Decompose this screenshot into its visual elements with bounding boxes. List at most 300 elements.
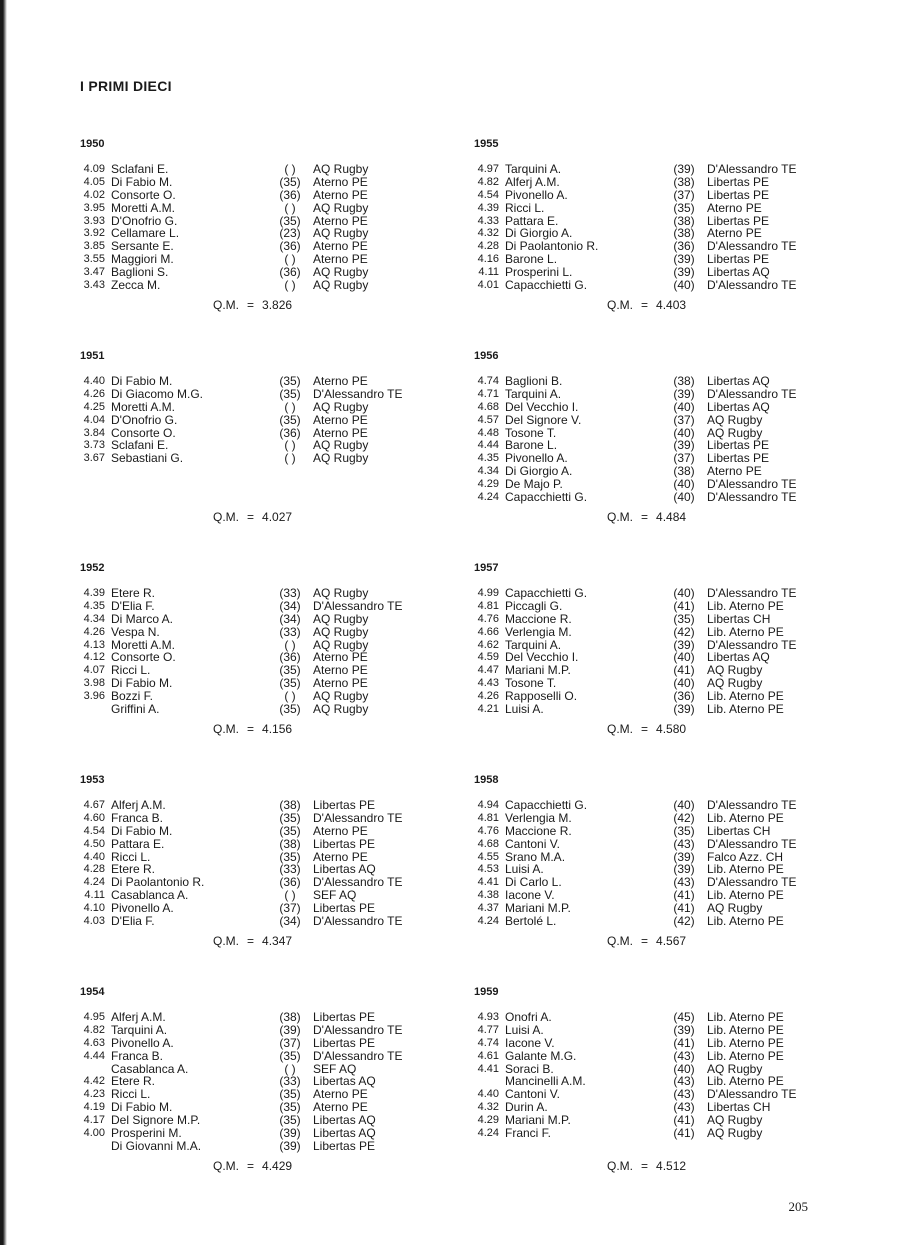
score-value: 4.32 xyxy=(477,1101,499,1114)
age-value: (38) xyxy=(673,213,695,228)
age-value: (40) xyxy=(673,477,695,492)
score-value: 4.28 xyxy=(477,240,499,253)
age-value: (41) xyxy=(673,901,695,916)
year-label: 1950 xyxy=(80,138,105,150)
age-value: (43) xyxy=(673,1087,695,1102)
club-name: SEF AQ xyxy=(313,1061,357,1076)
equals-sign: = xyxy=(247,1159,255,1173)
age-value: (36) xyxy=(279,650,301,665)
athlete-name: Consorte O. xyxy=(111,425,176,440)
score-value: 4.13 xyxy=(83,638,105,651)
age-value: (35) xyxy=(279,374,301,388)
equals-sign: = xyxy=(641,298,649,312)
ranking-row xyxy=(80,626,440,639)
club-name: Aterno PE xyxy=(313,823,368,838)
club-name: AQ Rugby xyxy=(313,637,369,652)
athlete-name: Franci F. xyxy=(505,1126,552,1141)
score-value: 4.68 xyxy=(477,837,499,850)
athlete-name: Etere R. xyxy=(111,862,156,877)
club-name: Aterno PE xyxy=(707,200,762,215)
age-value: (36) xyxy=(279,425,301,440)
average-label: Q.M. xyxy=(607,298,633,312)
club-name: AQ Rugby xyxy=(707,901,763,916)
age-value: (35) xyxy=(279,1048,301,1063)
ranking-row xyxy=(80,825,440,838)
age-value: (38) xyxy=(279,836,301,851)
score-value: 4.41 xyxy=(477,876,499,889)
age-value: (40) xyxy=(673,1061,695,1076)
age-value: (33) xyxy=(279,586,301,600)
year-label: 1954 xyxy=(80,986,105,998)
ranking-row xyxy=(80,452,440,465)
club-name: Lib. Aterno PE xyxy=(707,689,784,704)
age-value: (39) xyxy=(673,438,695,453)
year-label: 1959 xyxy=(474,986,499,998)
club-name: Lib. Aterno PE xyxy=(707,914,784,929)
year-block-1952 xyxy=(80,561,440,716)
club-name: Libertas PE xyxy=(313,836,376,851)
athlete-name: Galante M.G. xyxy=(505,1048,577,1063)
age-value: (33) xyxy=(279,862,301,877)
age-value: (36) xyxy=(673,239,695,254)
athlete-name: Di Paolantonio R. xyxy=(505,239,599,254)
page-number: 205 xyxy=(788,1199,808,1214)
ranking-row xyxy=(80,1037,440,1050)
athlete-name: Sclafani E. xyxy=(111,438,169,453)
score-value: 4.67 xyxy=(83,799,105,811)
score-value: 3.98 xyxy=(83,677,105,690)
athlete-name: Casablanca A. xyxy=(111,1061,189,1076)
age-value: (43) xyxy=(673,1074,695,1089)
club-name: Libertas CH xyxy=(707,823,771,838)
ranking-row xyxy=(80,176,440,189)
age-value: (37) xyxy=(279,1035,301,1050)
athlete-name: D'Onofrio G. xyxy=(111,412,178,427)
club-name: D'Alessandro TE xyxy=(707,836,797,851)
age-value: (35) xyxy=(279,1100,301,1115)
ranking-row xyxy=(80,189,440,202)
athlete-name: Di Fabio M. xyxy=(111,823,173,838)
ranking-row xyxy=(80,401,440,414)
club-name: Libertas PE xyxy=(707,451,770,466)
athlete-name: Mancinelli A.M. xyxy=(505,1074,586,1089)
club-name: Libertas AQ xyxy=(313,1074,376,1089)
ranking-list xyxy=(80,587,440,716)
age-value: (35) xyxy=(279,823,301,838)
score-value: 4.63 xyxy=(83,1036,105,1049)
score-value: 4.71 xyxy=(477,387,499,400)
athlete-name: Rapposelli O. xyxy=(505,689,578,704)
ranking-row xyxy=(80,414,440,427)
club-name: Lib. Aterno PE xyxy=(707,624,784,639)
ranking-row xyxy=(474,375,834,388)
score-value: 4.29 xyxy=(477,478,499,491)
athlete-name: Casablanca A. xyxy=(111,888,189,903)
athlete-name: Di Fabio M. xyxy=(111,374,173,388)
ranking-row xyxy=(80,613,440,626)
score-value: 3.55 xyxy=(83,253,105,266)
club-name: AQ Rugby xyxy=(707,1113,763,1128)
club-name: AQ Rugby xyxy=(313,689,369,704)
club-name: D'Alessandro TE xyxy=(313,810,403,825)
club-name: SEF AQ xyxy=(313,888,357,903)
score-value: 4.60 xyxy=(83,811,105,824)
athlete-name: Mariani M.P. xyxy=(505,901,571,916)
ranking-row xyxy=(474,799,834,812)
club-name: D'Alessandro TE xyxy=(313,386,403,401)
equals-sign: = xyxy=(641,934,649,948)
score-value: 4.97 xyxy=(477,163,499,175)
athlete-name: Verlengia M. xyxy=(505,624,572,639)
score-value: 4.05 xyxy=(83,175,105,188)
average-line xyxy=(213,934,292,948)
age-value: (35) xyxy=(673,200,695,215)
athlete-name: Del Vecchio I. xyxy=(505,399,579,414)
average-value: 4.484 xyxy=(656,510,687,524)
equals-sign: = xyxy=(641,510,649,524)
ranking-row xyxy=(474,812,834,825)
score-value: 3.67 xyxy=(83,452,105,465)
club-name: AQ Rugby xyxy=(707,1061,763,1076)
club-name: D'Alessandro TE xyxy=(707,490,797,505)
year-block-1957 xyxy=(474,561,834,716)
average-value: 4.347 xyxy=(262,934,293,948)
year-label: 1953 xyxy=(80,774,105,786)
score-value: 3.47 xyxy=(83,266,105,279)
age-value: (33) xyxy=(279,1074,301,1089)
score-value: 4.17 xyxy=(83,1114,105,1127)
club-name: Aterno PE xyxy=(313,650,368,665)
score-value: 4.48 xyxy=(477,426,499,439)
athlete-name: Tosone T. xyxy=(505,425,557,440)
average-line xyxy=(213,1159,292,1173)
athlete-name: Pattara E. xyxy=(505,213,559,228)
ranking-row xyxy=(474,1024,834,1037)
ranking-list xyxy=(474,1011,834,1140)
club-name: Libertas AQ xyxy=(313,1126,376,1141)
age-value: (33) xyxy=(279,624,301,639)
club-name: AQ Rugby xyxy=(313,451,369,466)
ranking-row xyxy=(474,414,834,427)
score-value: 4.40 xyxy=(477,1088,499,1101)
athlete-name: Prosperini L. xyxy=(505,265,573,280)
score-value: 4.34 xyxy=(83,612,105,625)
year-block-1953 xyxy=(80,773,440,928)
athlete-name: Luisi A. xyxy=(505,862,544,877)
club-name: Libertas PE xyxy=(313,1035,376,1050)
athlete-name: Cantoni V. xyxy=(505,836,560,851)
year-label: 1955 xyxy=(474,138,499,150)
average-line xyxy=(607,934,686,948)
score-value: 4.68 xyxy=(477,400,499,413)
club-name: AQ Rugby xyxy=(707,663,763,678)
athlete-name: D'Onofrio G. xyxy=(111,213,178,228)
score-value: 4.77 xyxy=(477,1023,499,1036)
average-value: 4.027 xyxy=(262,510,293,524)
ranking-row xyxy=(80,1140,440,1153)
score-value: 4.44 xyxy=(83,1049,105,1062)
age-value: (35) xyxy=(279,676,301,691)
average-label: Q.M. xyxy=(213,1159,239,1173)
athlete-name: Prosperini M. xyxy=(111,1126,182,1141)
athlete-name: Tarquini A. xyxy=(111,1022,168,1037)
club-name: Lib. Aterno PE xyxy=(707,1022,784,1037)
score-value: 4.95 xyxy=(83,1011,105,1023)
club-name: Aterno PE xyxy=(313,252,368,267)
age-value: (41) xyxy=(673,1113,695,1128)
age-value: (38) xyxy=(673,174,695,189)
ranking-list xyxy=(80,375,440,465)
average-label: Q.M. xyxy=(213,510,239,524)
score-value: 4.32 xyxy=(477,227,499,240)
athlete-name: Di Fabio M. xyxy=(111,1100,173,1115)
age-value: ( ) xyxy=(284,399,296,414)
club-name: Libertas AQ xyxy=(707,374,770,388)
score-value: 4.76 xyxy=(477,824,499,837)
age-value: (39) xyxy=(673,265,695,280)
athlete-name: Alferj A.M. xyxy=(111,1010,166,1024)
athlete-name: Di Marco A. xyxy=(111,611,174,626)
score-value: 4.50 xyxy=(83,837,105,850)
age-value: (37) xyxy=(279,901,301,916)
age-value: (43) xyxy=(673,1100,695,1115)
club-name: D'Alessandro TE xyxy=(313,914,403,929)
score-value: 4.37 xyxy=(477,902,499,915)
club-name: Aterno PE xyxy=(313,187,368,202)
average-value: 4.156 xyxy=(262,722,293,736)
year-label: 1952 xyxy=(80,562,105,574)
age-value: (36) xyxy=(279,187,301,202)
score-value: 4.26 xyxy=(83,625,105,638)
club-name: Lib. Aterno PE xyxy=(707,888,784,903)
score-value: 4.28 xyxy=(83,863,105,876)
age-value: (34) xyxy=(279,914,301,929)
club-name: Libertas PE xyxy=(707,187,770,202)
binding-edge xyxy=(0,0,7,1245)
age-value: (45) xyxy=(673,1010,695,1024)
athlete-name: Pivonello A. xyxy=(111,1035,174,1050)
age-value: (43) xyxy=(673,836,695,851)
age-value: (39) xyxy=(673,862,695,877)
club-name: D'Alessandro TE xyxy=(707,278,797,293)
club-name: AQ Rugby xyxy=(707,1126,763,1141)
club-name: Lib. Aterno PE xyxy=(707,1035,784,1050)
age-value: (34) xyxy=(279,598,301,613)
club-name: AQ Rugby xyxy=(313,586,369,600)
score-value: 4.40 xyxy=(83,850,105,863)
score-value: 4.00 xyxy=(83,1127,105,1140)
year-block-1956 xyxy=(474,349,834,504)
club-name: AQ Rugby xyxy=(313,226,369,241)
club-name: Libertas PE xyxy=(313,901,376,916)
score-value: 4.24 xyxy=(477,1127,499,1140)
score-value: 4.01 xyxy=(477,279,499,292)
ranking-row xyxy=(80,799,440,812)
club-name: AQ Rugby xyxy=(313,438,369,453)
ranking-row xyxy=(474,1050,834,1063)
average-label: Q.M. xyxy=(607,510,633,524)
club-name: Aterno PE xyxy=(313,1100,368,1115)
athlete-name: Durin A. xyxy=(505,1100,548,1115)
page-title: I PRIMI DIECI xyxy=(80,78,172,94)
athlete-name: Capacchietti G. xyxy=(505,798,588,812)
club-name: Aterno PE xyxy=(313,676,368,691)
ranking-row xyxy=(80,1011,440,1024)
athlete-name: Cellamare L. xyxy=(111,226,180,241)
age-value: ( ) xyxy=(284,162,296,176)
age-value: (35) xyxy=(673,823,695,838)
age-value: (34) xyxy=(279,611,301,626)
age-value: (38) xyxy=(673,374,695,388)
athlete-name: Piccagli G. xyxy=(505,598,563,613)
athlete-name: Di Giorgio A. xyxy=(505,226,573,241)
year-label: 1951 xyxy=(80,350,105,362)
athlete-name: De Majo P. xyxy=(505,477,563,492)
athlete-name: Barone L. xyxy=(505,438,558,453)
ranking-row xyxy=(80,375,440,388)
score-value: 4.82 xyxy=(477,175,499,188)
year-label: 1956 xyxy=(474,350,499,362)
athlete-name: Di Giorgio A. xyxy=(505,464,573,479)
age-value: (35) xyxy=(279,1087,301,1102)
score-value: 4.02 xyxy=(83,188,105,201)
average-line xyxy=(607,510,686,524)
age-value: (35) xyxy=(279,663,301,678)
age-value: ( ) xyxy=(284,689,296,704)
athlete-name: Tarquini A. xyxy=(505,386,562,401)
score-value: 3.96 xyxy=(83,690,105,703)
club-name: AQ Rugby xyxy=(313,624,369,639)
club-name: AQ Rugby xyxy=(707,425,763,440)
athlete-name: Ricci L. xyxy=(505,200,545,215)
age-value: (37) xyxy=(673,451,695,466)
score-value: 4.38 xyxy=(477,889,499,902)
age-value: (38) xyxy=(279,1010,301,1024)
score-value: 4.47 xyxy=(477,664,499,677)
year-block-1951 xyxy=(80,349,440,465)
athlete-name: Vespa N. xyxy=(111,624,160,639)
club-name: Aterno PE xyxy=(707,226,762,241)
year-label: 1958 xyxy=(474,774,499,786)
age-value: (36) xyxy=(673,689,695,704)
club-name: Lib. Aterno PE xyxy=(707,1010,784,1024)
club-name: Libertas AQ xyxy=(707,650,770,665)
athlete-name: Moretti A.M. xyxy=(111,200,176,215)
age-value: (40) xyxy=(673,676,695,691)
club-name: Aterno PE xyxy=(313,663,368,678)
age-value: ( ) xyxy=(284,252,296,267)
score-value: 3.95 xyxy=(83,201,105,214)
athlete-name: Tarquini A. xyxy=(505,637,562,652)
athlete-name: D'Elia F. xyxy=(111,914,155,929)
age-value: (39) xyxy=(673,1022,695,1037)
club-name: Libertas PE xyxy=(313,1138,376,1153)
age-value: (39) xyxy=(673,849,695,864)
athlete-name: Alferj A.M. xyxy=(111,798,166,812)
equals-sign: = xyxy=(641,722,649,736)
ranking-row xyxy=(80,279,440,292)
average-label: Q.M. xyxy=(213,934,239,948)
ranking-row xyxy=(474,915,834,928)
ranking-row xyxy=(474,626,834,639)
age-value: ( ) xyxy=(284,438,296,453)
club-name: D'Alessandro TE xyxy=(707,162,797,176)
age-value: (39) xyxy=(673,702,695,717)
age-value: (40) xyxy=(673,586,695,600)
athlete-name: Zecca M. xyxy=(111,278,161,293)
athlete-name: Di Fabio M. xyxy=(111,174,173,189)
athlete-name: Cantoni V. xyxy=(505,1087,560,1102)
ranking-row xyxy=(474,189,834,202)
club-name: D'Alessandro TE xyxy=(707,637,797,652)
athlete-name: Capacchietti G. xyxy=(505,278,588,293)
club-name: AQ Rugby xyxy=(313,278,369,293)
age-value: ( ) xyxy=(284,278,296,293)
age-value: (41) xyxy=(673,598,695,613)
age-value: (39) xyxy=(279,1126,301,1141)
score-value: 4.35 xyxy=(477,452,499,465)
ranking-row xyxy=(80,388,440,401)
score-value: 4.26 xyxy=(477,690,499,703)
age-value: (40) xyxy=(673,399,695,414)
age-value: (40) xyxy=(673,650,695,665)
club-name: Falco Azz. CH xyxy=(707,849,784,864)
athlete-name: Di Paolantonio R. xyxy=(111,875,205,890)
score-value: 4.07 xyxy=(83,664,105,677)
equals-sign: = xyxy=(247,298,255,312)
score-value: 4.29 xyxy=(477,1114,499,1127)
score-value: 4.55 xyxy=(477,850,499,863)
club-name: D'Alessandro TE xyxy=(313,598,403,613)
ranking-row xyxy=(80,600,440,613)
equals-sign: = xyxy=(247,510,255,524)
ranking-row xyxy=(474,388,834,401)
score-value: 4.19 xyxy=(83,1101,105,1114)
athlete-name: Baglioni S. xyxy=(111,265,169,280)
club-name: AQ Rugby xyxy=(313,702,369,717)
score-value: 3.85 xyxy=(83,240,105,253)
ranking-list xyxy=(474,799,834,928)
age-value: (39) xyxy=(673,386,695,401)
athlete-name: Del Signore V. xyxy=(505,412,582,427)
ranking-row xyxy=(474,613,834,626)
ranking-row xyxy=(80,202,440,215)
club-name: Aterno PE xyxy=(313,412,368,427)
age-value: (35) xyxy=(279,386,301,401)
ranking-row xyxy=(80,703,440,716)
age-value: (39) xyxy=(673,252,695,267)
score-value: 4.81 xyxy=(477,811,499,824)
club-name: D'Alessandro TE xyxy=(707,386,797,401)
score-value: 4.81 xyxy=(477,599,499,612)
athlete-name: Franca B. xyxy=(111,810,164,825)
athlete-name: Srano M.A. xyxy=(505,849,566,864)
club-name: AQ Rugby xyxy=(707,412,763,427)
athlete-name: D'Elia F. xyxy=(111,598,155,613)
score-value: 4.12 xyxy=(83,651,105,664)
score-value: 4.11 xyxy=(478,266,499,279)
ranking-list xyxy=(474,587,834,716)
age-value: (35) xyxy=(673,611,695,626)
score-value: 4.44 xyxy=(477,439,499,452)
ranking-row xyxy=(474,176,834,189)
average-value: 4.429 xyxy=(262,1159,293,1173)
score-value: 4.74 xyxy=(477,375,499,387)
athlete-name: Sclafani E. xyxy=(111,162,169,176)
score-value: 4.24 xyxy=(477,491,499,504)
score-value: 4.54 xyxy=(477,188,499,201)
club-name: AQ Rugby xyxy=(313,162,369,176)
